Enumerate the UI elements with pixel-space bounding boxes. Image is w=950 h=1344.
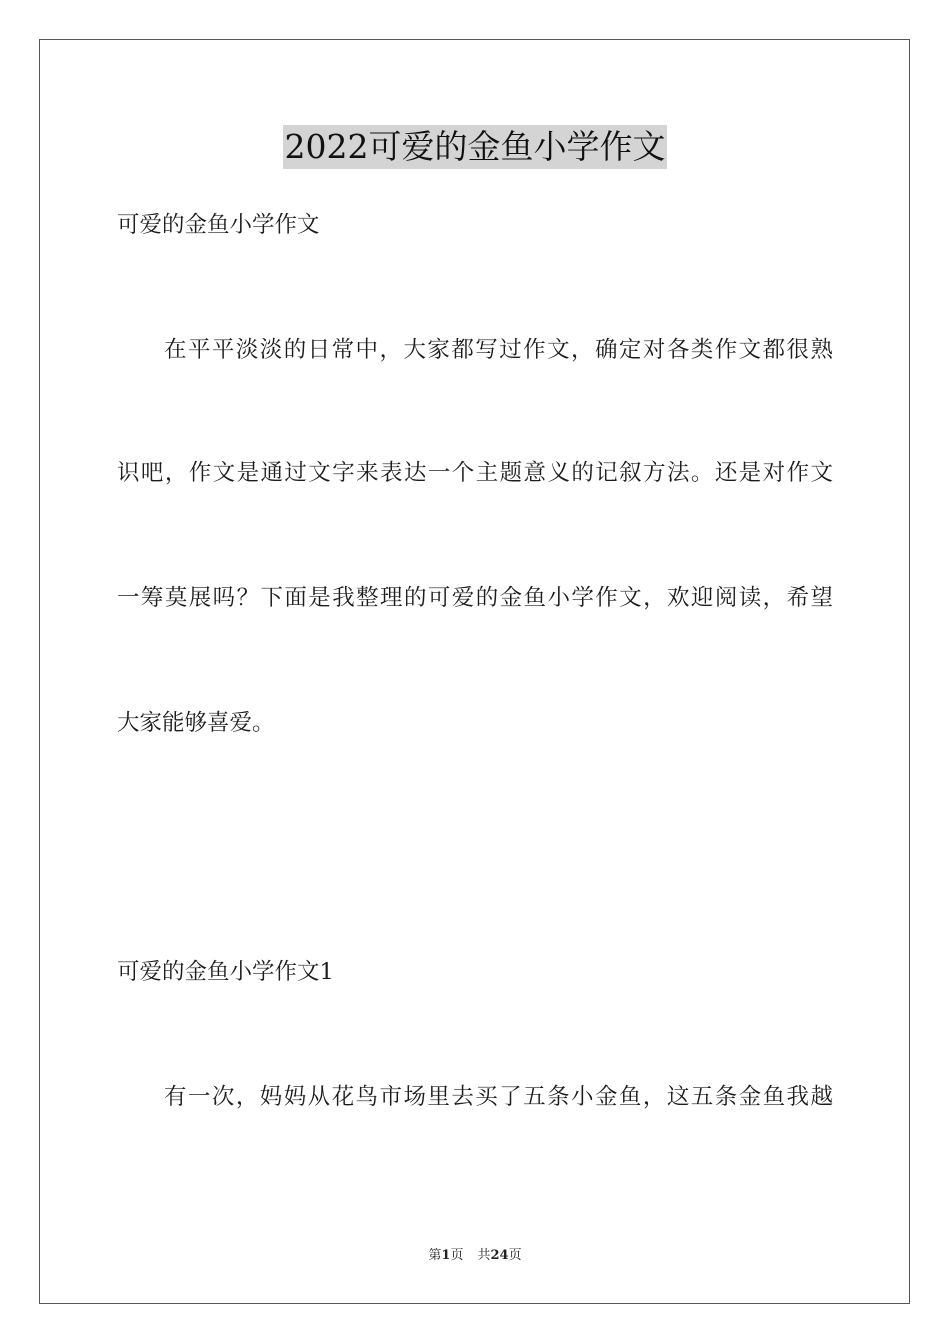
page-footer xyxy=(0,1247,950,1265)
intro-line-3: 一筹莫展吗？下面是我整理的可爱的金鱼小学作文，欢迎阅读，希望 xyxy=(117,585,833,611)
title-container xyxy=(0,125,950,169)
intro-line-1: 在平平淡淡的日常中，大家都写过作文，确定对各类作文都很熟 xyxy=(164,337,833,363)
page-label-prefix: 第 xyxy=(428,1248,442,1263)
section-line-1: 有一次，妈妈从花鸟市场里去买了五条小金鱼，这五条金鱼我越 xyxy=(164,1084,833,1110)
total-pages: 24 xyxy=(490,1248,509,1263)
intro-line-4: 大家能够喜爱。 xyxy=(117,710,275,736)
intro-line-2: 识吧，作文是通过文字来表达一个主题意义的记叙方法。还是对作文 xyxy=(117,460,833,486)
total-label-suffix: 页 xyxy=(508,1248,522,1263)
page-label-suffix: 页 xyxy=(450,1248,464,1263)
total-label-prefix: 共 xyxy=(477,1248,491,1263)
document-subtitle: 可爱的金鱼小学作文 xyxy=(117,212,320,238)
document-title: 2022可爱的金鱼小学作文 xyxy=(283,125,668,169)
section-heading: 可爱的金鱼小学作文1 xyxy=(117,959,334,985)
page-number: 1 xyxy=(441,1248,451,1263)
